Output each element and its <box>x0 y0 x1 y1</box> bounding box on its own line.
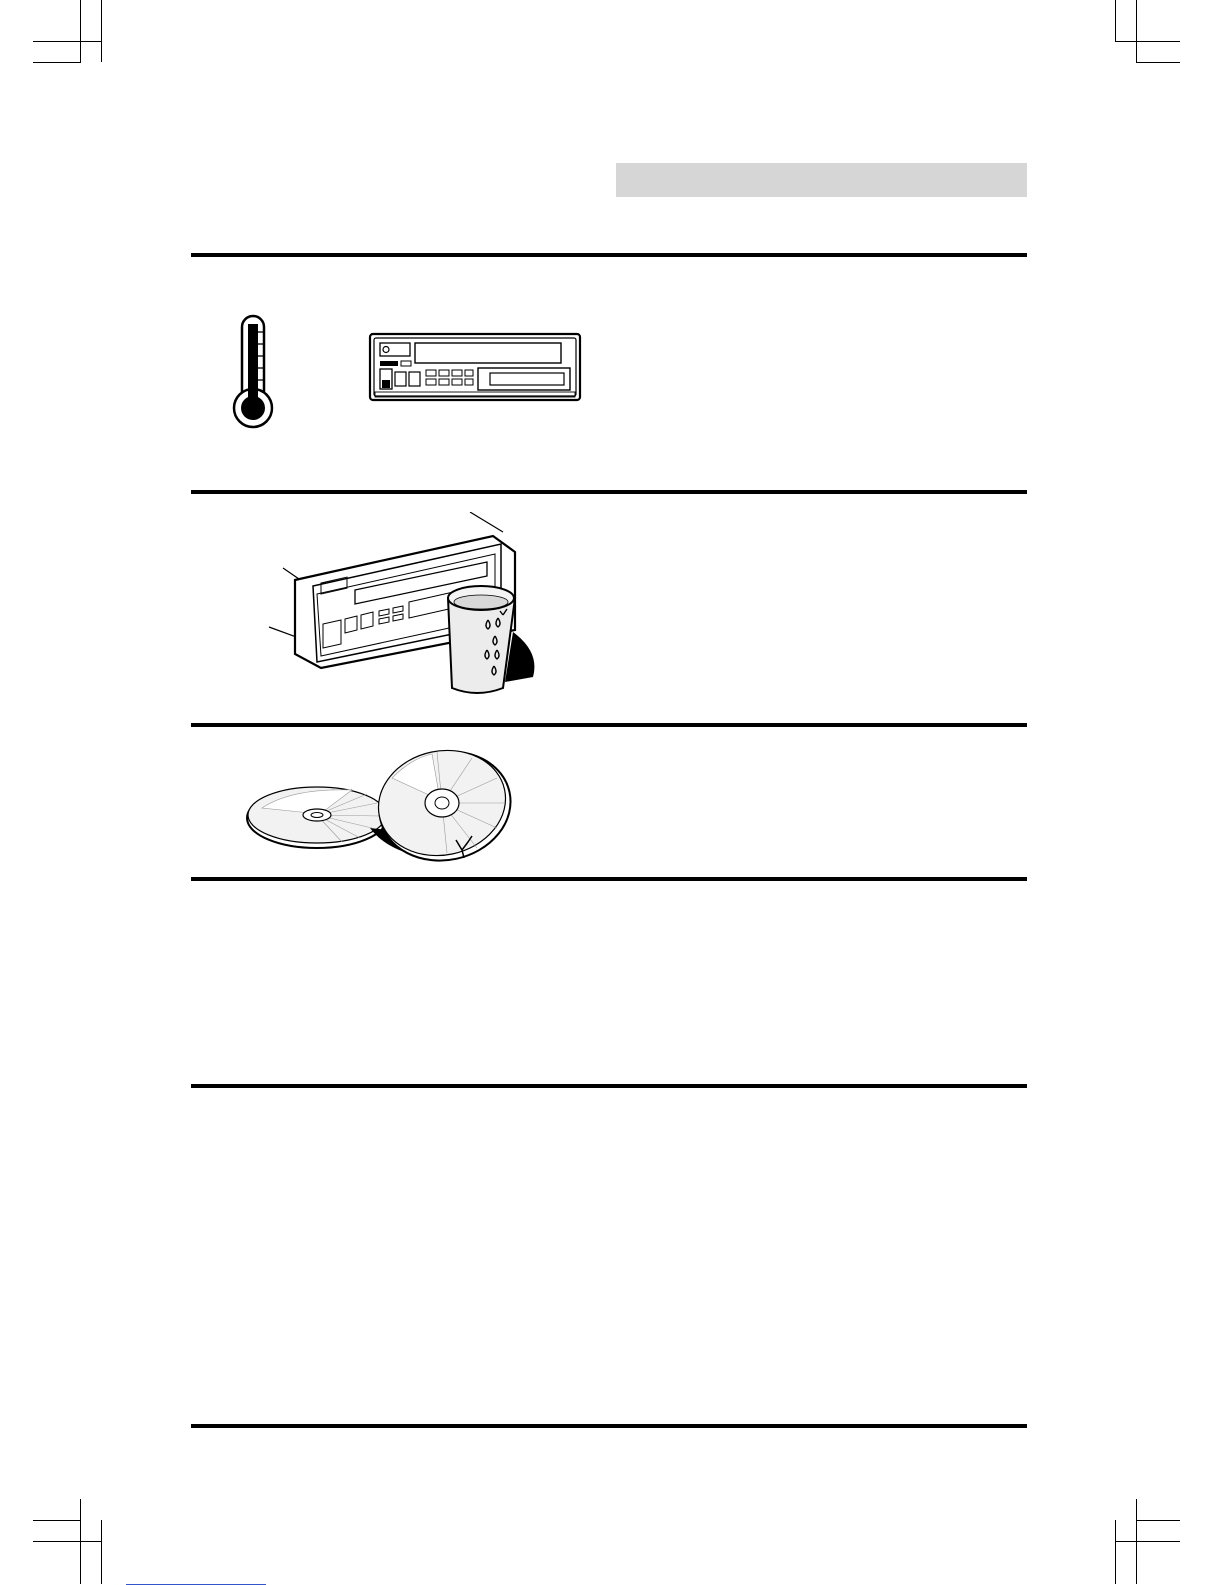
crop-mark <box>1115 0 1116 42</box>
car-stereo-front-panel <box>368 332 582 402</box>
section-rule <box>191 490 1027 494</box>
section-rule <box>191 877 1027 881</box>
car-stereo-with-water-glass <box>265 512 555 700</box>
section-rule <box>191 723 1027 727</box>
section-rule <box>191 1084 1027 1088</box>
compact-discs-illustration <box>242 748 522 868</box>
crop-mark <box>101 0 102 62</box>
crop-mark <box>1115 1541 1180 1542</box>
crop-mark <box>33 41 102 42</box>
crop-mark <box>1136 62 1180 63</box>
crop-mark <box>1115 1520 1116 1584</box>
crop-mark <box>80 0 81 62</box>
crop-mark <box>1136 0 1137 62</box>
crop-mark <box>101 1520 102 1584</box>
crop-mark <box>1115 41 1180 42</box>
header-band <box>616 163 1027 197</box>
crop-mark <box>33 1520 81 1521</box>
crop-mark <box>33 1541 102 1542</box>
section-rule <box>191 1424 1027 1428</box>
thermometer-icon <box>225 310 285 432</box>
crop-mark <box>1136 1520 1180 1521</box>
crop-mark <box>33 62 81 63</box>
section-rule <box>191 253 1027 257</box>
